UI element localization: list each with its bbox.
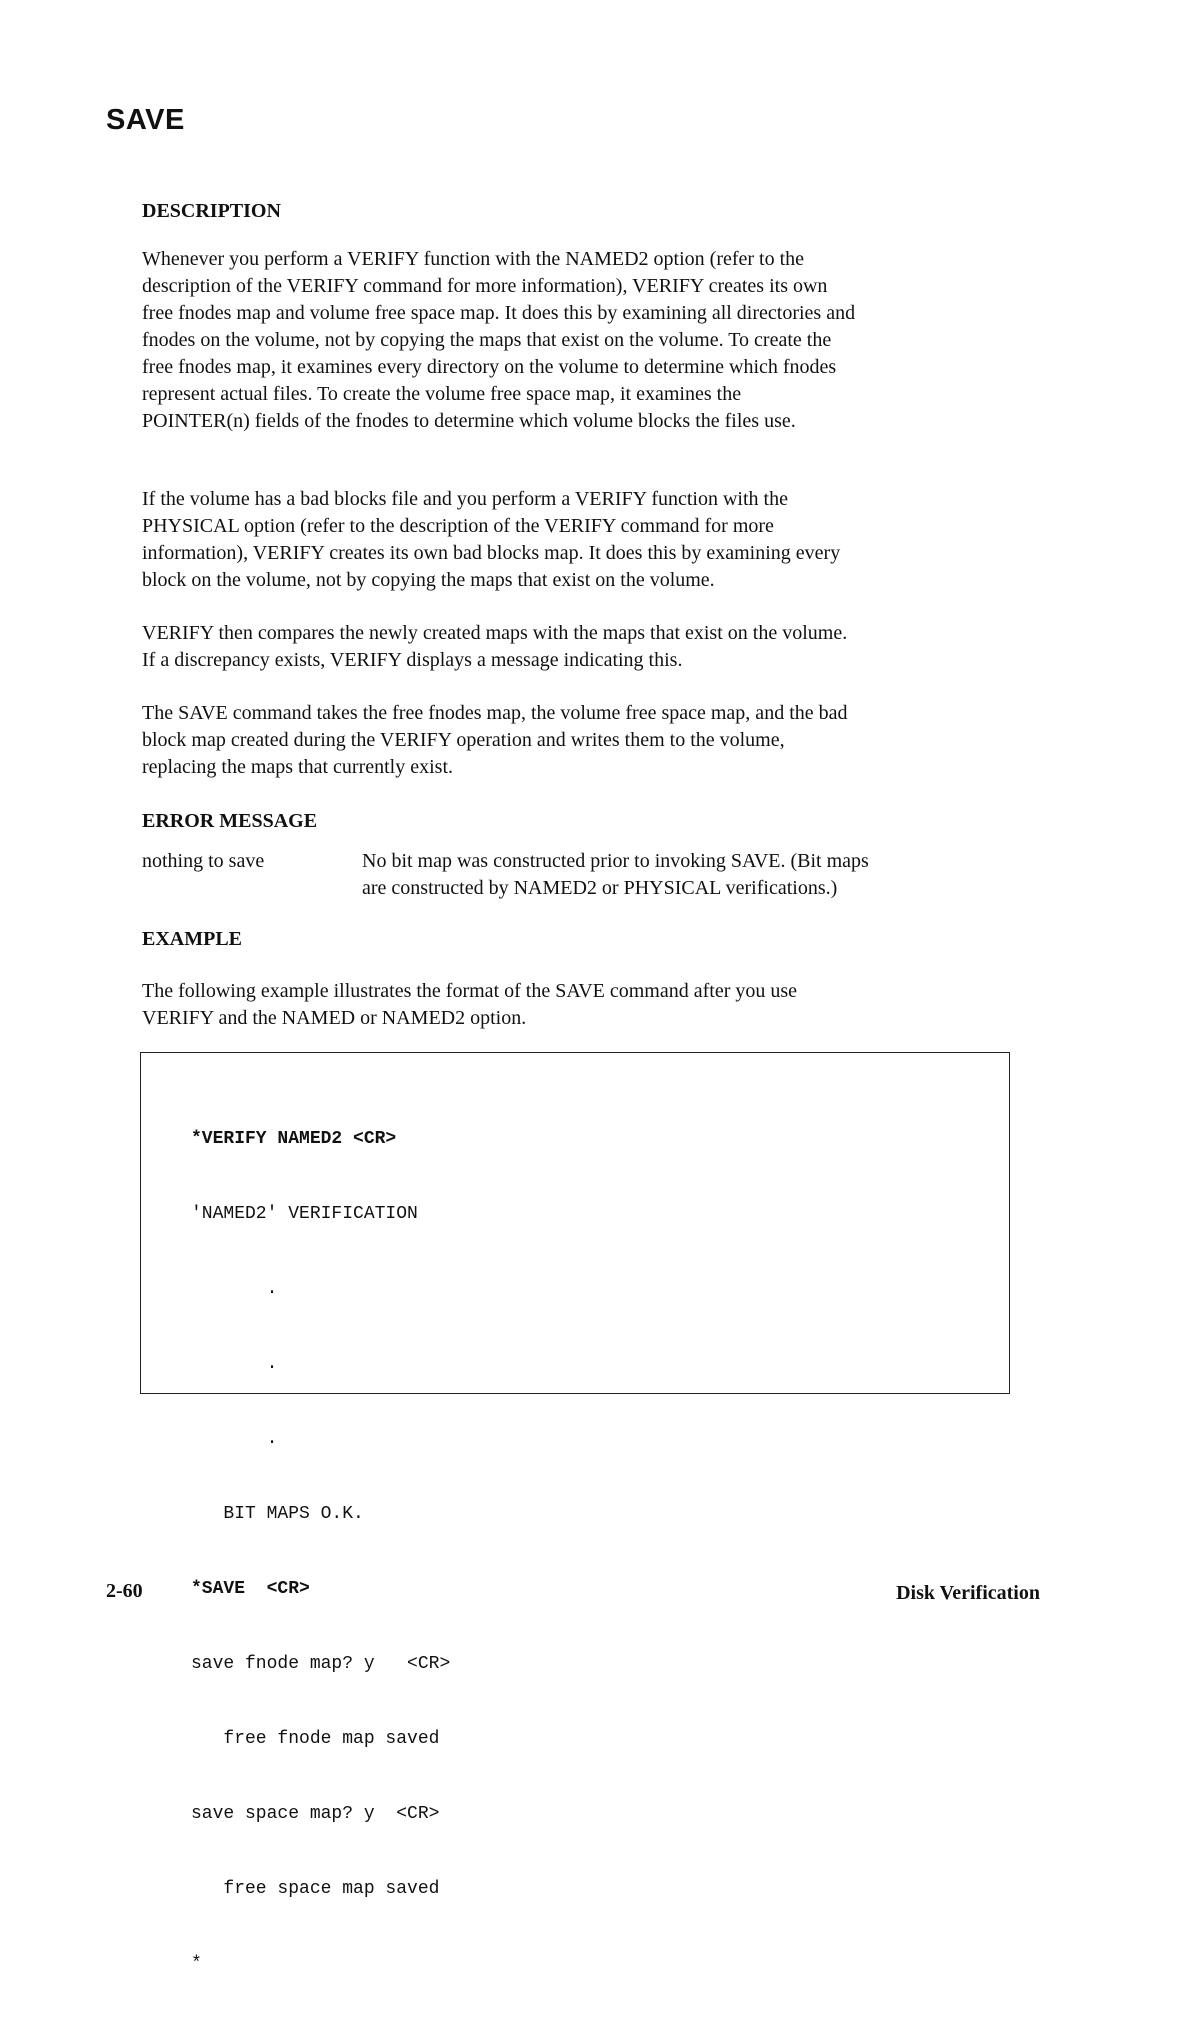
- text-line: No bit map was constructed prior to invoking SAVE. (Bit maps: [362, 850, 869, 872]
- code-line: save fnode map? y <CR>: [191, 1654, 451, 1674]
- page-number: 2-60: [106, 1580, 143, 1602]
- text-line: free fnodes map, it examines every directory on the volume to determine which fnodes: [142, 356, 837, 378]
- text-line: If the volume has a bad blocks file and you perform a VERIFY function with the: [142, 488, 788, 510]
- description-paragraph-3: [142, 620, 1022, 674]
- error-description: [362, 848, 1022, 902]
- text-line: are constructed by NAMED2 or PHYSICAL verifications.): [362, 877, 838, 899]
- code-line: save space map? y <CR>: [191, 1804, 440, 1824]
- text-line: free fnodes map and volume free space map. It does this by examining all directories and: [142, 302, 856, 324]
- code-line: .: [191, 1429, 278, 1449]
- error-message-heading: ERROR MESSAGE: [142, 810, 318, 832]
- text-line: VERIFY then compares the newly created maps with the maps that exist on the volume.: [142, 622, 848, 644]
- text-line: POINTER(n) fields of the fnodes to determine which volume blocks the files use.: [142, 410, 796, 432]
- example-intro: [142, 978, 1022, 1032]
- code-line: *: [191, 1954, 202, 1974]
- text-line: replacing the maps that currently exist.: [142, 756, 454, 778]
- text-line: If a discrepancy exists, VERIFY displays a message indicating this.: [142, 649, 683, 671]
- text-line: Whenever you perform a VERIFY function with the NAMED2 option (refer to the: [142, 248, 805, 270]
- description-paragraph-4: [142, 700, 1022, 781]
- code-line: 'NAMED2' VERIFICATION: [191, 1204, 418, 1224]
- text-line: The SAVE command takes the free fnodes map, the volume free space map, and the bad: [142, 702, 848, 724]
- error-term: nothing to save: [142, 850, 265, 872]
- code-line: free fnode map saved: [191, 1729, 440, 1749]
- text-line: fnodes on the volume, not by copying the maps that exist on the volume. To create the: [142, 329, 832, 351]
- text-line: The following example illustrates the format of the SAVE command after you use: [142, 980, 798, 1002]
- description-heading: DESCRIPTION: [142, 200, 281, 222]
- text-line: block on the volume, not by copying the maps that exist on the volume.: [142, 569, 715, 591]
- code-line: .: [191, 1354, 278, 1374]
- code-line: free space map saved: [191, 1879, 440, 1899]
- section-name: Disk Verification: [896, 1582, 1040, 1604]
- code-line: .: [191, 1279, 278, 1299]
- page-title: SAVE: [106, 104, 185, 136]
- text-line: block map created during the VERIFY operation and writes them to the volume,: [142, 729, 785, 751]
- code-line: BIT MAPS O.K.: [191, 1504, 364, 1524]
- text-line: represent actual files. To create the volume free space map, it examines the: [142, 383, 742, 405]
- description-paragraph-2: [142, 486, 1022, 594]
- code-example: [191, 1077, 450, 2027]
- code-line: *SAVE <CR>: [191, 1579, 310, 1599]
- text-line: VERIFY and the NAMED or NAMED2 option.: [142, 1007, 527, 1029]
- description-paragraph-1: [142, 246, 1022, 435]
- text-line: description of the VERIFY command for more information), VERIFY creates its own: [142, 275, 828, 297]
- text-line: information), VERIFY creates its own bad blocks map. It does this by examining every: [142, 542, 841, 564]
- code-line: *VERIFY NAMED2 <CR>: [191, 1129, 397, 1149]
- text-line: PHYSICAL option (refer to the description of the VERIFY command for more: [142, 515, 774, 537]
- example-heading: EXAMPLE: [142, 928, 242, 950]
